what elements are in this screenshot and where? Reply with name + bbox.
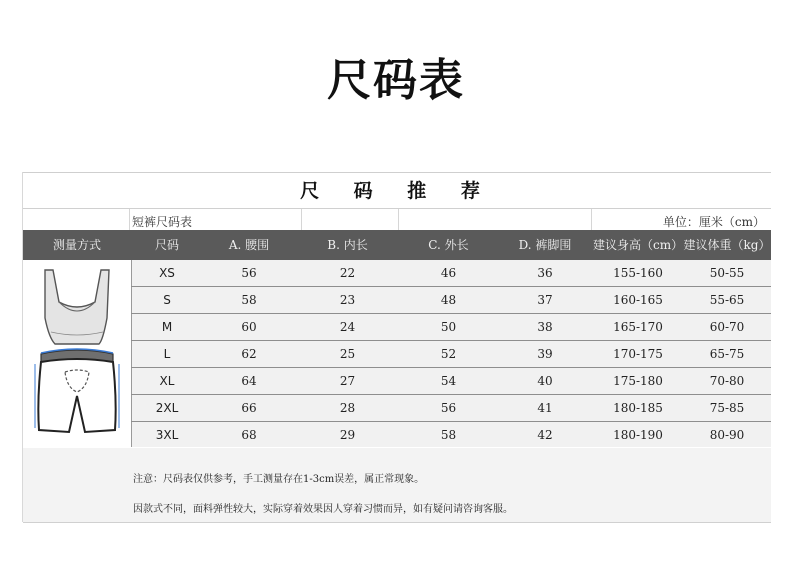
cell-weight: 65-75 bbox=[709, 347, 745, 361]
cell-size: 2XL bbox=[155, 401, 179, 415]
product-label: 短裤尺码表 bbox=[132, 215, 193, 229]
cell-weight: 70-80 bbox=[709, 374, 745, 388]
cell-height: 155-160 bbox=[613, 266, 663, 280]
sheet-title: 尺 码 推 荐 bbox=[23, 172, 771, 209]
cell-inseam: 28 bbox=[339, 401, 356, 415]
size-chart-sheet bbox=[22, 172, 771, 522]
cell-size: S bbox=[163, 293, 171, 307]
cell-inseam: 25 bbox=[339, 347, 356, 361]
cell-inseam: 22 bbox=[339, 266, 356, 280]
header-hem: D. 裤脚围 bbox=[518, 238, 572, 252]
cell-weight: 80-90 bbox=[709, 428, 745, 442]
cell-size: L bbox=[163, 347, 171, 361]
cell-inseam: 23 bbox=[339, 293, 356, 307]
cell-inseam: 27 bbox=[339, 374, 356, 388]
cell-waist: 60 bbox=[241, 320, 257, 334]
header-outseam: C. 外长 bbox=[428, 238, 469, 252]
cell-size: 3XL bbox=[155, 428, 179, 442]
cell-weight: 60-70 bbox=[709, 320, 745, 334]
cell-waist: 64 bbox=[241, 374, 257, 388]
table-row bbox=[131, 368, 771, 395]
cell-hem: 36 bbox=[537, 266, 553, 280]
cell-waist: 66 bbox=[241, 401, 257, 415]
note-line-1: 注意：尺码表仅供参考，手工测量存在1-3cm误差，属正常现象。 bbox=[133, 474, 425, 485]
header-inseam: B. 内长 bbox=[327, 238, 368, 252]
cell-hem: 39 bbox=[537, 347, 553, 361]
cell-waist: 56 bbox=[241, 266, 257, 280]
cell-height: 160-165 bbox=[613, 293, 663, 307]
divider bbox=[398, 209, 399, 231]
cell-outseam: 56 bbox=[440, 401, 457, 415]
bib-shorts-drawing bbox=[23, 260, 131, 447]
cell-waist: 58 bbox=[241, 293, 257, 307]
cell-outseam: 52 bbox=[440, 347, 457, 361]
cell-outseam: 46 bbox=[440, 266, 457, 280]
notes-section bbox=[23, 448, 771, 523]
cell-height: 175-180 bbox=[613, 374, 663, 388]
header-measure-method: 测量方式 bbox=[52, 238, 101, 252]
page-title: 尺码表 bbox=[327, 55, 465, 106]
header-weight: 建议体重（kg） bbox=[683, 238, 771, 252]
table-row bbox=[131, 260, 771, 287]
divider bbox=[301, 209, 302, 231]
table-row bbox=[131, 341, 771, 368]
table-row bbox=[131, 395, 771, 422]
divider bbox=[591, 209, 592, 231]
cell-waist: 62 bbox=[241, 347, 257, 361]
unit-label: 单位：厘米（cm） bbox=[662, 215, 765, 229]
cell-hem: 38 bbox=[537, 320, 553, 334]
cell-height: 180-190 bbox=[613, 428, 663, 442]
table-body bbox=[23, 260, 771, 447]
header-height: 建议身高（cm） bbox=[593, 238, 684, 252]
cell-outseam: 58 bbox=[440, 428, 457, 442]
cell-outseam: 54 bbox=[440, 374, 457, 388]
cell-height: 180-185 bbox=[613, 401, 663, 415]
note-line-2: 因款式不同，面料弹性较大，实际穿着效果因人穿着习惯而异，如有疑问请咨询客服。 bbox=[133, 504, 513, 515]
divider bbox=[129, 209, 130, 231]
header-waist: A. 腰围 bbox=[228, 238, 270, 252]
table-row bbox=[131, 422, 771, 449]
cell-hem: 37 bbox=[537, 293, 553, 307]
bib-shorts-illustration-icon bbox=[23, 260, 132, 447]
cell-hem: 41 bbox=[537, 401, 553, 415]
cell-weight: 50-55 bbox=[709, 266, 745, 280]
cell-inseam: 29 bbox=[339, 428, 356, 442]
cell-hem: 42 bbox=[537, 428, 553, 442]
cell-waist: 68 bbox=[241, 428, 257, 442]
cell-size: XL bbox=[159, 374, 175, 388]
cell-weight: 75-85 bbox=[709, 401, 745, 415]
cell-height: 170-175 bbox=[613, 347, 663, 361]
cell-size: M bbox=[161, 320, 173, 334]
sheet-subheader bbox=[23, 208, 771, 232]
header-size: 尺码 bbox=[154, 238, 179, 252]
table-row bbox=[131, 287, 771, 314]
cell-outseam: 50 bbox=[440, 320, 457, 334]
cell-weight: 55-65 bbox=[709, 293, 745, 307]
table-header bbox=[23, 230, 771, 260]
cell-size: XS bbox=[159, 266, 175, 280]
table-row bbox=[131, 314, 771, 341]
cell-outseam: 48 bbox=[440, 293, 457, 307]
cell-height: 165-170 bbox=[613, 320, 663, 334]
cell-hem: 40 bbox=[537, 374, 553, 388]
cell-inseam: 24 bbox=[339, 320, 356, 334]
